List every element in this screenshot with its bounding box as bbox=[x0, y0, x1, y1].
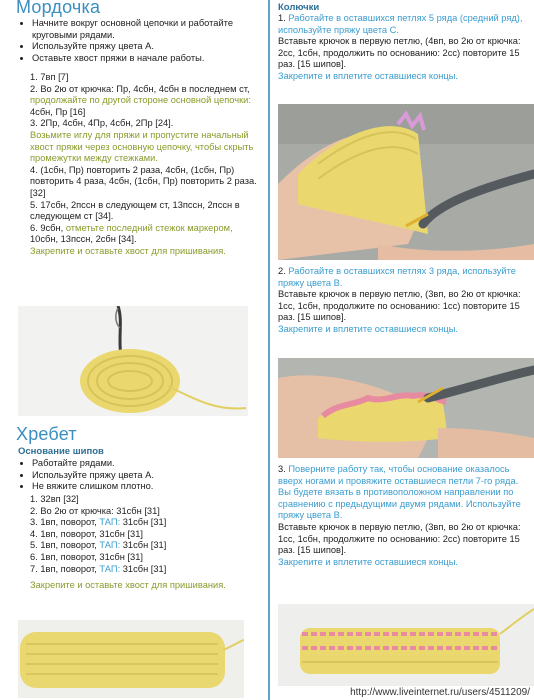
step-1: 1. 7вп [7] bbox=[30, 72, 69, 82]
bullet: • Начните вокруг основной цепочки и работайте круговыми рядами. bbox=[32, 18, 260, 41]
section2-steps bbox=[30, 494, 262, 575]
step-5: 5. 17сбн, 2пссн в следующем ст, 13пссн, 2пссн в следующем ст [34]. bbox=[30, 199, 240, 222]
step-5: 5. 1вп, поворот, ТАП: 31сбн [31] bbox=[30, 540, 167, 551]
spikes-photo-1 bbox=[278, 104, 534, 260]
subtitle-kolyuchki: Колючки bbox=[278, 2, 320, 13]
right-column bbox=[268, 0, 534, 700]
note-fasten-2: Закрепите и оставьте хвост для пришивания. bbox=[30, 580, 226, 590]
right-step-3: 3. Поверните работу так, чтобы основание оказалось вверх ногами и провяжите оставшиеся петли 7-го ряда. Вы будете вязать в противоположном направлении по сравнению с предыдущими двумя рядами. Используйте пряжу цвета В. Вставьте крючок в первую петлю, (3вп, во 2ю от крючка: 1сс, 1сбн, продолжите по основанию: 2сс) повторите 15 раз. [15 шипов]. Закрепите и вплетите оставшиеся концы. bbox=[278, 464, 521, 567]
muzzle-photo bbox=[18, 306, 248, 416]
strip-photo bbox=[18, 620, 244, 698]
step-3: 3. 1вп, поворот, ТАП: 31сбн [31] bbox=[30, 517, 167, 528]
section2-bullets bbox=[18, 458, 260, 493]
bullet: • Используйте пряжу цвета А. bbox=[32, 470, 260, 482]
step-4: 4. (1сбн, Пр) повторить 2 раза, 4сбн, (1сбн, Пр) повторить 4 раза, 4сбн, (1сбн, Пр) повторить 2 раза. [32] bbox=[30, 164, 257, 198]
section1-steps bbox=[30, 72, 262, 258]
bullet: • Работайте рядами. bbox=[32, 458, 260, 470]
step-2: 2. Во 2ю от крючка: Пр, 4сбн, 4сбн в последнем ст, продолжайте по другой стороне основной цепочки: 4сбн, Пр [16] bbox=[30, 83, 251, 117]
spikes-photo-2 bbox=[278, 358, 534, 458]
section1-bullets bbox=[18, 18, 260, 64]
spikes-image-1 bbox=[278, 104, 534, 260]
spikes-photo-3 bbox=[278, 604, 534, 686]
muzzle-image bbox=[18, 306, 248, 416]
step-6: 6. 1вп, поворот, 31сбн [31] bbox=[30, 551, 143, 562]
step-1: 1. 32вп [32] bbox=[30, 494, 79, 504]
spikes-image-2 bbox=[278, 358, 534, 458]
step-6: 6. 9сбн, отметьте последний стежок маркером, 10сбн, 13пссн, 2сбн [34]. bbox=[30, 222, 233, 245]
step-4: 4. 1вп, поворот, 31сбн [31] bbox=[30, 528, 143, 539]
step-7: 7. 1вп, поворот, ТАП: 31сбн [31] bbox=[30, 563, 167, 574]
spikes-image-3 bbox=[278, 604, 534, 686]
step-3: 3. 2Пр, 4сбн, 4Пр, 4сбн, 2Пр [24]. bbox=[30, 118, 174, 129]
section-title-hrebet: Хребет bbox=[16, 424, 77, 444]
note-needle: Возьмите иглу для пряжи и пропустите начальный хвост пряжи через основную цепочку, чтобы скрыть промежутки между стежками. bbox=[30, 129, 254, 164]
bullet: • Используйте пряжу цвета А. bbox=[32, 41, 260, 53]
watermark-url[interactable]: http://www.liveinternet.ru/users/4511209/ bbox=[350, 687, 530, 698]
step-2: 2. Во 2ю от крючка: 31сбн [31] bbox=[30, 505, 160, 516]
note-fasten: Закрепите и оставьте хвост для пришивания. bbox=[30, 245, 226, 256]
right-step-2: 2. Работайте в оставшихся петлях 3 ряда, используйте пряжу цвета В. Вставьте крючок в первую петлю, (3вп, во 2ю от крючка: 1сс, 1сбн, продолжите по основанию: 1сс) повторите 15 раз. [15 шипов]. Закрепите и вплетите оставшиеся концы. bbox=[278, 266, 521, 334]
strip-image bbox=[18, 620, 244, 698]
subtitle-osnovanie: Основание шипов bbox=[18, 446, 104, 457]
section-title-mordochka: Мордочка bbox=[16, 0, 101, 17]
bullet: • Оставьте хвост пряжи в начале работы. bbox=[32, 53, 260, 65]
right-step-1: 1. Работайте в оставшихся петлях 5 ряда (средний ряд), используйте пряжу цвета С. Вставьте крючок в первую петлю, (4вп, во 2ю от крючка: 2сс, 1сбн, продолжить по основанию: 2сс) повторите 15 раз. [15 шипов]. Закрепите и вплетите оставшиеся концы. bbox=[278, 13, 523, 81]
bullet: • Не вяжите слишком плотно. bbox=[32, 481, 260, 493]
